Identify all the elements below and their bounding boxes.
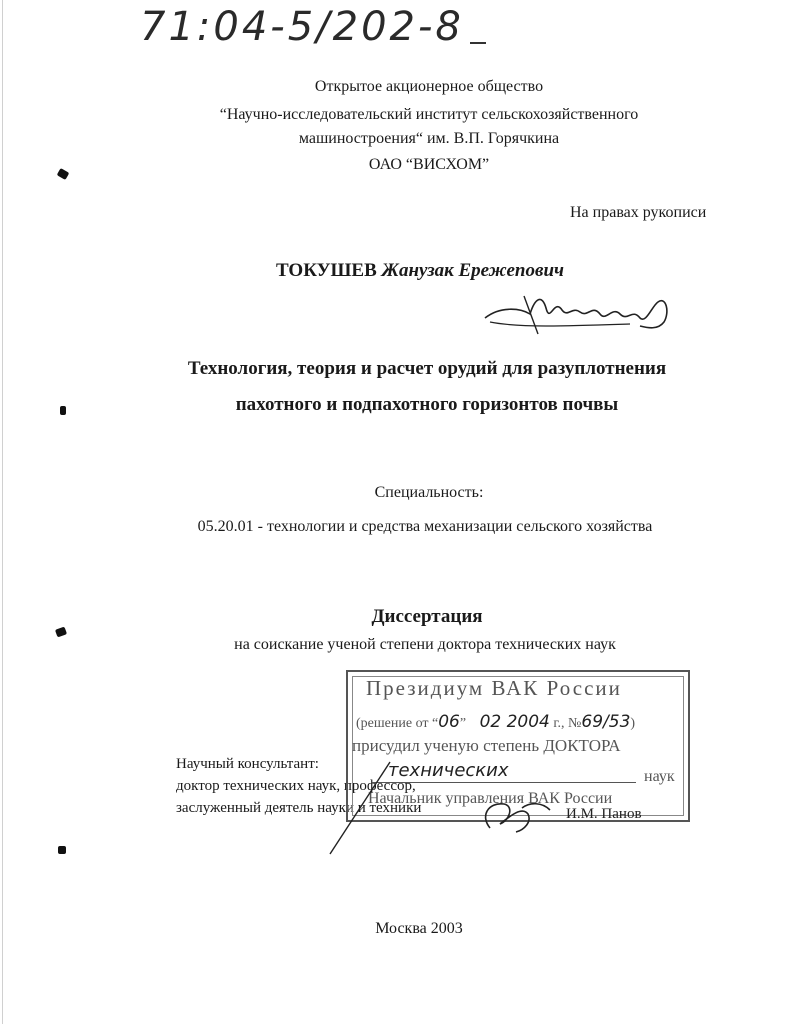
archive-underline xyxy=(470,42,486,44)
title-line-1: Технология, теория и расчет орудий для разуплотнения xyxy=(187,358,667,379)
author-surname: ТОКУШЕВ xyxy=(276,260,377,281)
stamp-field-suffix: наук xyxy=(644,768,675,785)
org-line-3: машиностроения“ им. В.П. Горячкина xyxy=(298,130,560,147)
title-line-2: пахотного и подпахотного горизонтов почвы xyxy=(235,394,619,415)
specialty-value: 05.20.01 - технологии и средства механизации сельского хозяйства xyxy=(197,518,653,535)
manuscript-note: На правах рукописи xyxy=(570,204,707,221)
consultant-honor: заслуженный деятель науки и техники xyxy=(176,800,422,816)
stamp-closing: ) xyxy=(630,716,636,731)
author-signature xyxy=(480,288,680,342)
archive-code: 71:04-5/202-8 xyxy=(140,4,464,50)
stamp-field-hand: технических xyxy=(388,760,509,781)
stamp-title: Президиум ВАК России xyxy=(366,676,622,700)
stamp-number-prefix: г., № xyxy=(553,716,582,731)
stamp-month-year: 02 2004 xyxy=(479,712,550,732)
stamp-quote: ” xyxy=(459,716,467,731)
stamp-decision xyxy=(356,712,635,732)
org-line-4: ОАО “ВИСХОМ” xyxy=(368,156,490,173)
author-given-names: Жанузак Ережепович xyxy=(381,260,564,281)
org-line-2: “Научно-исследовательский институт сельскохозяйственного xyxy=(219,106,639,123)
consultant-label: Научный консультант: xyxy=(176,756,319,772)
stamp-number: 69/53 xyxy=(581,712,631,732)
page-edge xyxy=(2,0,3,1024)
stamp-official: Начальник управления ВАК России xyxy=(368,790,613,807)
scan-mark xyxy=(58,846,66,854)
author-name xyxy=(276,260,564,282)
org-line-1: Открытое акционерное общество xyxy=(314,78,544,95)
document-heading: Диссертация xyxy=(371,606,483,627)
pen-stroke xyxy=(320,758,400,858)
stamp-official-name: И.М. Панов xyxy=(566,806,642,822)
document-subtitle: на соискание ученой степени доктора технических наук xyxy=(234,636,616,653)
stamp-awarded: присудил ученую степень ДОКТОРА xyxy=(352,736,621,755)
consultant-degree: доктор технических наук, профессор, xyxy=(176,778,416,794)
specialty-label: Специальность: xyxy=(374,484,484,501)
stamp-day: 06 xyxy=(438,712,460,732)
city-year: Москва 2003 xyxy=(375,920,463,937)
stamp-decision-prefix: (решение от “ xyxy=(356,716,439,731)
stamp-field-line xyxy=(372,782,636,783)
stamp-signature xyxy=(470,796,560,836)
